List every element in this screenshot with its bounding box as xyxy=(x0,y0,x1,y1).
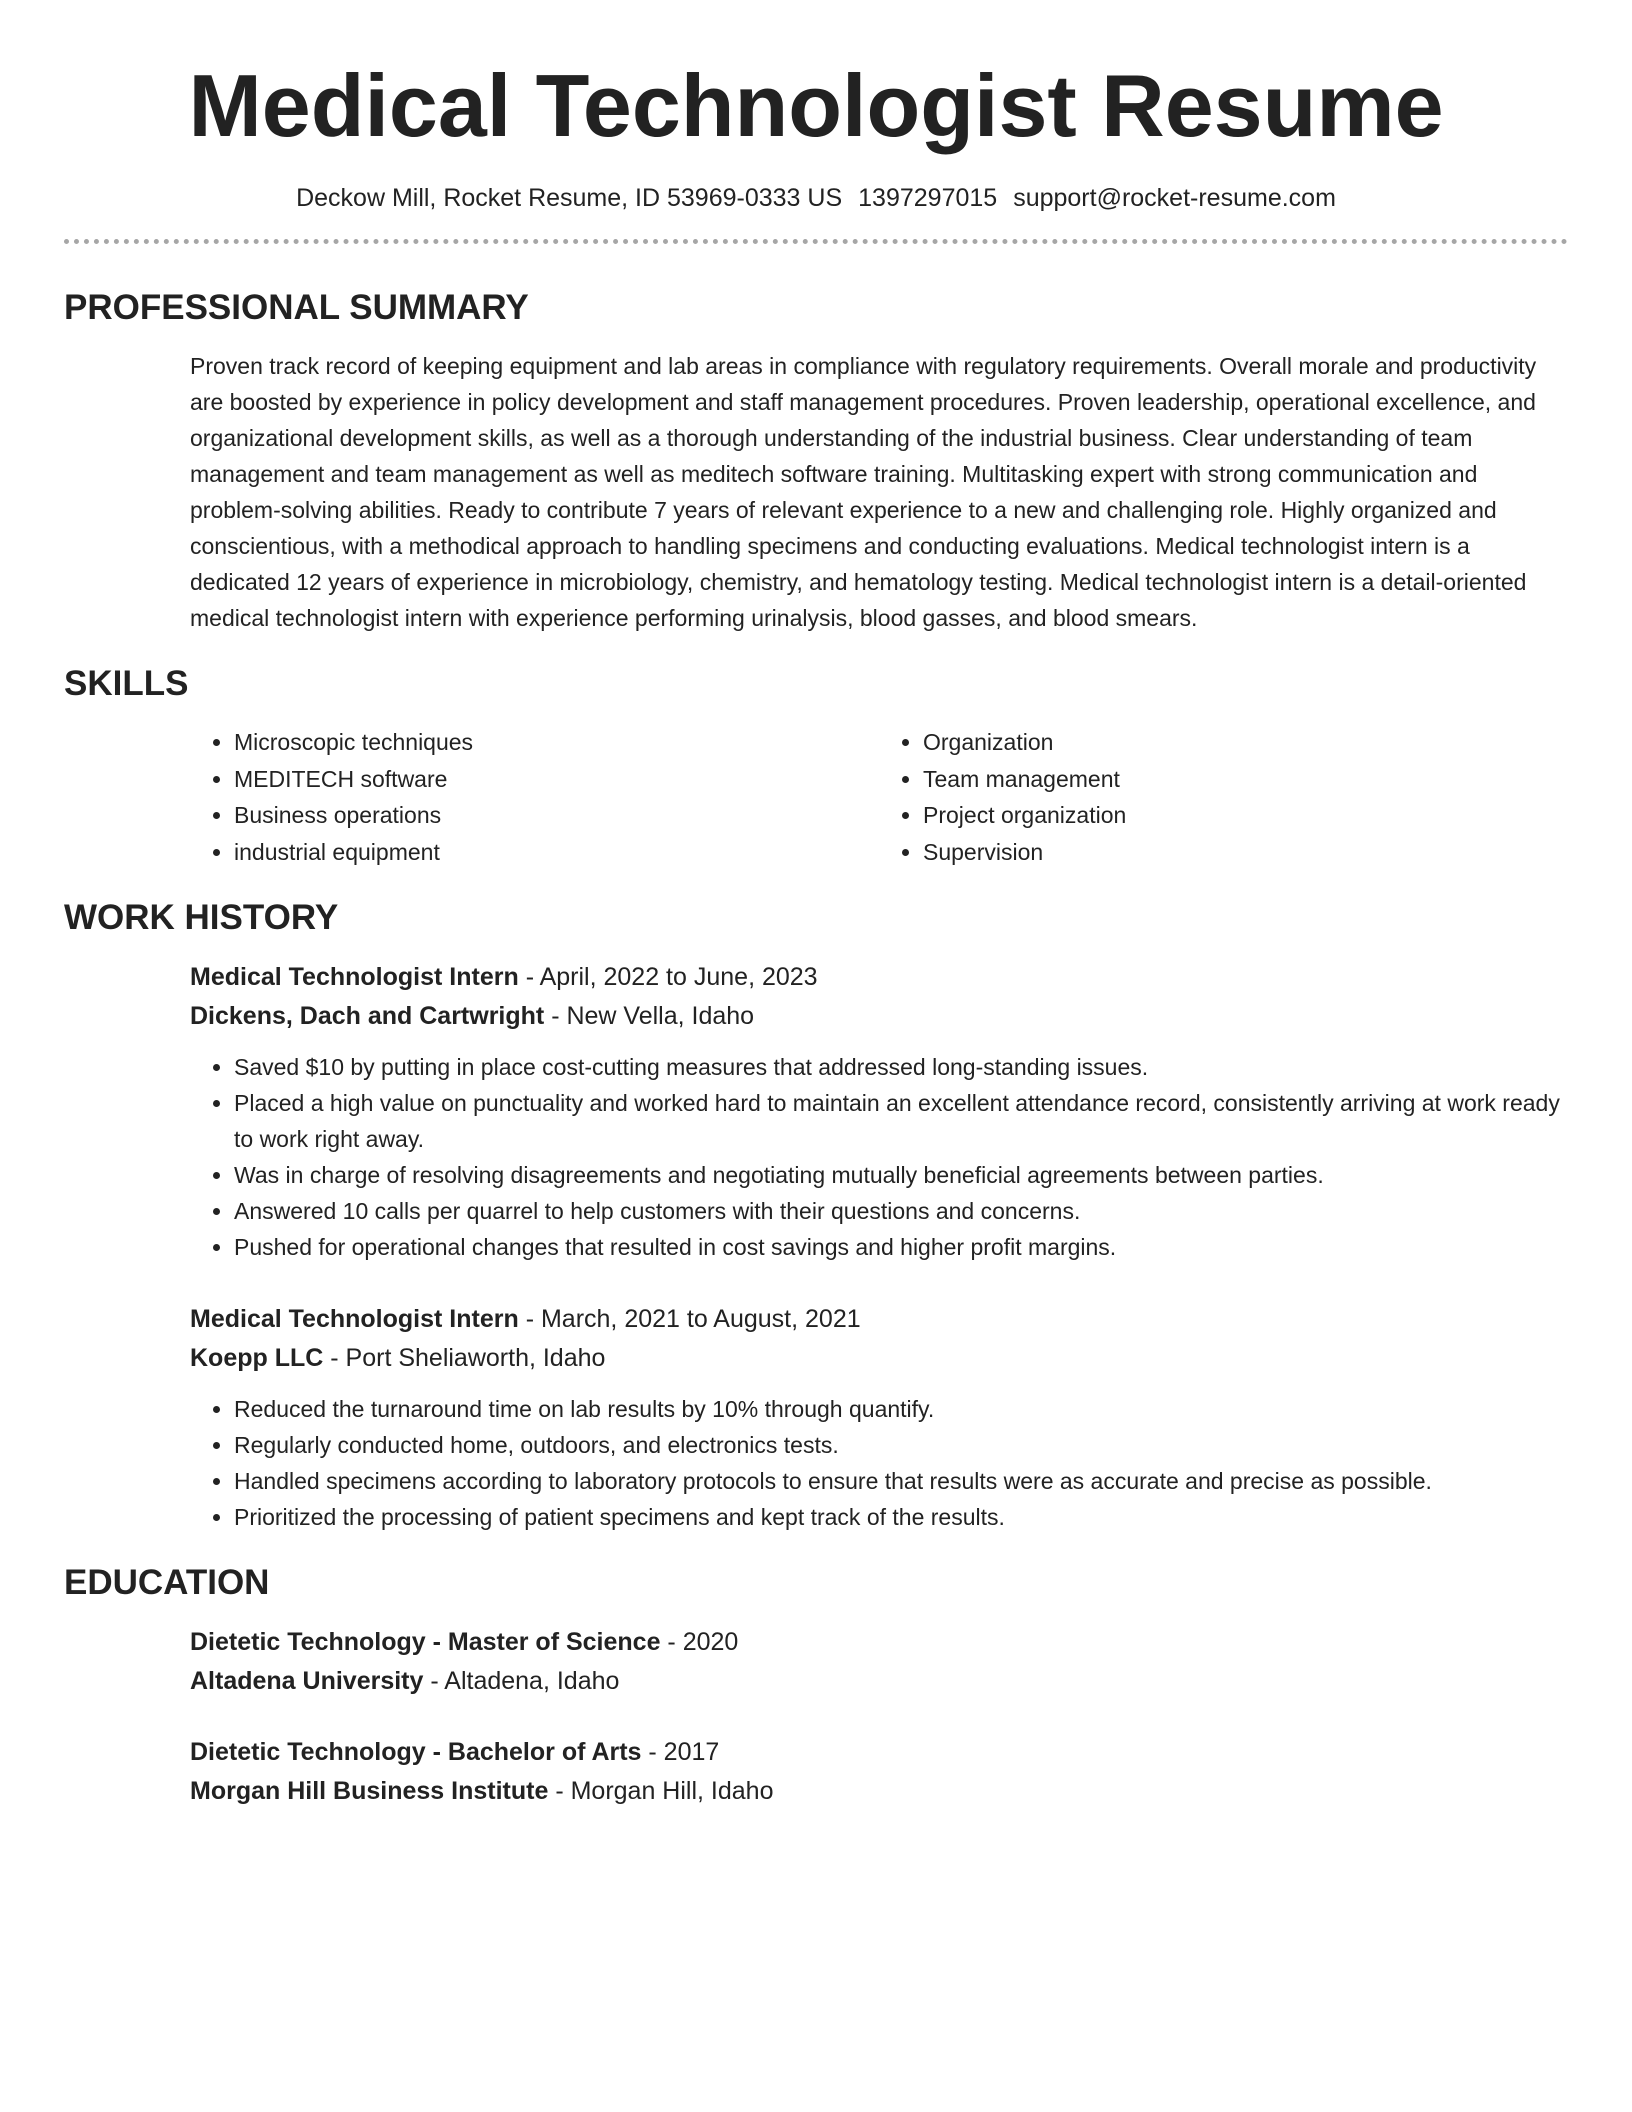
job-company: Dickens, Dach and Cartwright xyxy=(190,1002,545,1030)
job-bullet: • Prioritized the processing of patient specimens and kept track of the results. xyxy=(234,1499,1568,1535)
skills-heading: SKILLS xyxy=(64,664,189,703)
job-title: Medical Technologist Intern xyxy=(190,963,519,991)
skill-item: • Business operations xyxy=(234,797,879,834)
education-school: Altadena University xyxy=(190,1667,424,1695)
separator: - xyxy=(423,1667,445,1695)
education-degree-line xyxy=(190,1733,1568,1772)
separator: - xyxy=(518,1305,541,1333)
header-divider xyxy=(64,239,1568,244)
contact-email[interactable]: support@rocket-resume.com xyxy=(1013,184,1336,212)
education-section xyxy=(190,1623,1568,1811)
skill-item: • Project organization xyxy=(923,797,1568,834)
work-history-section xyxy=(190,958,1568,1535)
job-bullet: • Pushed for operational changes that resulted in cost savings and higher profit margins. xyxy=(234,1229,1568,1265)
education-entry xyxy=(190,1733,1568,1811)
job-bullet-list xyxy=(190,1391,1568,1535)
job-dates: March, 2021 to August, 2021 xyxy=(540,1305,861,1333)
job-bullet: • Placed a high value on punctuality and worked hard to maintain an excellent attendance record, consistently arriving at work ready to work right away. xyxy=(234,1085,1568,1157)
contact-phone: 1397297015 xyxy=(858,184,998,212)
job-bullet-list xyxy=(190,1049,1568,1265)
job-title-line xyxy=(190,1300,1568,1339)
separator: - xyxy=(641,1738,664,1766)
skill-item: • Organization xyxy=(923,724,1568,761)
resume-page xyxy=(64,0,1568,1811)
education-degree: Dietetic Technology - Bachelor of Arts xyxy=(190,1738,642,1766)
job-dates: April, 2022 to June, 2023 xyxy=(539,963,818,991)
job-company-line xyxy=(190,1339,1568,1378)
job-bullet: • Answered 10 calls per quarrel to help customers with their questions and concerns. xyxy=(234,1193,1568,1229)
skill-item: • Microscopic techniques xyxy=(234,724,879,761)
job-title-line xyxy=(190,958,1568,997)
skills-list-right xyxy=(879,724,1568,870)
education-school: Morgan Hill Business Institute xyxy=(190,1777,549,1805)
education-heading: EDUCATION xyxy=(64,1563,270,1602)
education-degree: Dietetic Technology - Master of Science xyxy=(190,1628,661,1656)
job-bullet: • Was in charge of resolving disagreements and negotiating mutually beneficial agreements between parties. xyxy=(234,1157,1568,1193)
job-entry xyxy=(190,1300,1568,1535)
summary-heading: PROFESSIONAL SUMMARY xyxy=(64,288,529,327)
skill-item: • Supervision xyxy=(923,834,1568,871)
job-company-line xyxy=(190,997,1568,1036)
education-degree-line xyxy=(190,1623,1568,1662)
job-title: Medical Technologist Intern xyxy=(190,1305,519,1333)
education-school-line xyxy=(190,1662,1568,1701)
contact-line xyxy=(64,182,1568,214)
separator: - xyxy=(544,1002,567,1030)
contact-address: Deckow Mill, Rocket Resume, ID 53969-0333 US xyxy=(296,184,843,212)
education-location: Morgan Hill, Idaho xyxy=(570,1777,774,1805)
job-bullet: • Saved $10 by putting in place cost-cutting measures that addressed long-standing issues. xyxy=(234,1049,1568,1085)
education-school-line xyxy=(190,1772,1568,1811)
education-location: Altadena, Idaho xyxy=(444,1667,620,1695)
education-year: 2020 xyxy=(682,1628,739,1656)
job-bullet: • Regularly conducted home, outdoors, and electronics tests. xyxy=(234,1427,1568,1463)
separator: - xyxy=(323,1344,346,1372)
skill-item: • MEDITECH software xyxy=(234,761,879,798)
job-bullet: • Handled specimens according to laboratory protocols to ensure that results were as accurate and precise as possible. xyxy=(234,1463,1568,1499)
skills-list-left xyxy=(190,724,879,870)
job-entry xyxy=(190,958,1568,1265)
job-location: New Vella, Idaho xyxy=(566,1002,755,1030)
skill-item: • Team management xyxy=(923,761,1568,798)
summary-text: Proven track record of keeping equipment and lab areas in compliance with regulatory requirements. Overall morale and productivity are boosted by experience in policy development and staff management procedures. Proven leadership, operational excellence, and organizational development skills, as well as a thorough understanding of the industrial business. Clear understanding of team management and team management as well as meditech software training. Multitasking expert with strong communication and problem-solving abilities. Ready to contribute 7 years of relevant experience to a new and challenging role. Highly organized and conscientious, with a methodical approach to handling specimens and conducting evaluations. Medical technologist intern is a dedicated 12 years of experience in microbiology, chemistry, and hematology testing. Medical technologist intern is a detail-oriented medical technologist intern with experience performing urinalysis, blood gasses, and blood smears. xyxy=(190,353,1537,631)
job-location: Port Sheliaworth, Idaho xyxy=(345,1344,606,1372)
summary-section xyxy=(190,348,1568,636)
skill-item: • industrial equipment xyxy=(234,834,879,871)
education-year: 2017 xyxy=(663,1738,720,1766)
separator: - xyxy=(660,1628,683,1656)
resume-title: Medical Technologist Resume xyxy=(188,56,1444,155)
separator: - xyxy=(518,963,540,991)
education-entry xyxy=(190,1623,1568,1701)
separator: - xyxy=(548,1777,571,1805)
skills-section xyxy=(190,724,1568,870)
work-history-heading: WORK HISTORY xyxy=(64,898,339,937)
job-bullet: • Reduced the turnaround time on lab results by 10% through quantify. xyxy=(234,1391,1568,1427)
job-company: Koepp LLC xyxy=(190,1344,324,1372)
